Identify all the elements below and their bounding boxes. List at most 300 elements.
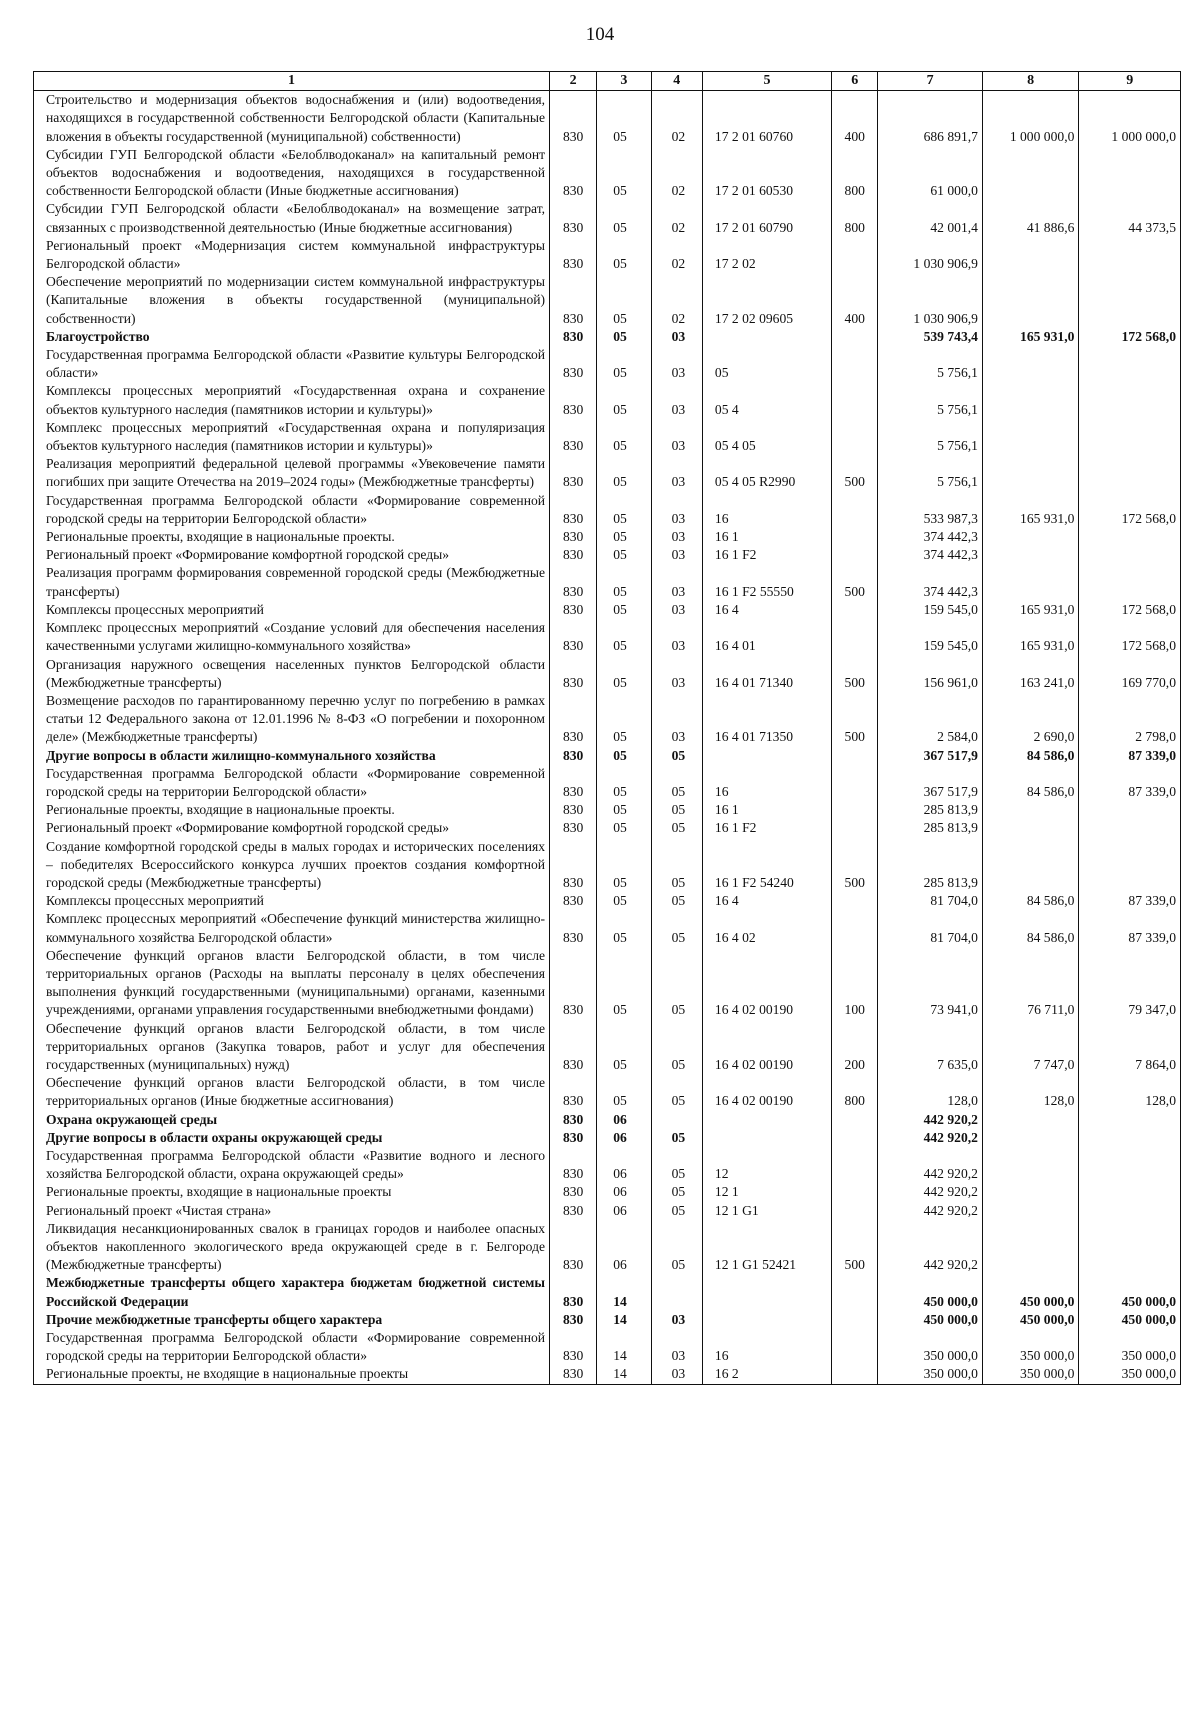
row-target-article-cell: 16 bbox=[702, 765, 831, 801]
row-section-cell: 14 bbox=[597, 1311, 651, 1329]
row-code-cell: 830 bbox=[550, 801, 597, 819]
row-subsection-cell: 03 bbox=[651, 419, 702, 455]
row-subsection-cell: 03 bbox=[651, 1311, 702, 1329]
row-subsection-cell: 03 bbox=[651, 692, 702, 747]
table-row bbox=[34, 1074, 1181, 1110]
row-amount-col9-cell bbox=[1079, 382, 1181, 418]
row-target-article-cell: 05 4 05 R2990 bbox=[702, 455, 831, 491]
row-subsection-cell bbox=[651, 1274, 702, 1310]
row-code-cell: 830 bbox=[550, 656, 597, 692]
row-amount-col8-cell bbox=[982, 1111, 1078, 1129]
row-amount-col9-cell bbox=[1079, 819, 1181, 837]
row-expense-type-cell bbox=[832, 601, 878, 619]
row-amount-col8-cell bbox=[982, 146, 1078, 201]
row-code-cell: 830 bbox=[550, 692, 597, 747]
row-subsection-cell: 03 bbox=[651, 1365, 702, 1384]
row-amount-col8-cell bbox=[982, 419, 1078, 455]
header-row bbox=[34, 72, 1181, 91]
row-name-cell: Реализация мероприятий федеральной целевой программы «Увековечение памяти погибших при защите Отечества на 2019–2024 годы» (Межбюджетные трансферты) bbox=[34, 455, 550, 491]
row-subsection-cell: 05 bbox=[651, 838, 702, 893]
row-name-cell: Другие вопросы в области жилищно-коммунального хозяйства bbox=[34, 747, 550, 765]
row-target-article-cell: 17 2 01 60790 bbox=[702, 200, 831, 236]
row-amount-col7-cell: 73 941,0 bbox=[878, 947, 983, 1020]
row-name-cell: Комплексы процессных мероприятий bbox=[34, 601, 550, 619]
row-subsection-cell: 03 bbox=[651, 656, 702, 692]
row-name-cell: Ликвидация несанкционированных свалок в границах городов и наиболее опасных объектов накопленного экологического вреда окружающей среде в г. Белгороде (Межбюджетные трансферты) bbox=[34, 1220, 550, 1275]
row-target-article-cell: 17 2 01 60530 bbox=[702, 146, 831, 201]
row-subsection-cell: 05 bbox=[651, 819, 702, 837]
row-name-cell: Региональные проекты, входящие в национальные проекты bbox=[34, 1183, 550, 1201]
row-name-cell: Государственная программа Белгородской области «Формирование современной городской среды на территории Белгородской области» bbox=[34, 1329, 550, 1365]
row-target-article-cell bbox=[702, 328, 831, 346]
row-amount-col7-cell: 285 813,9 bbox=[878, 819, 983, 837]
row-amount-col7-cell: 5 756,1 bbox=[878, 419, 983, 455]
row-amount-col8-cell: 128,0 bbox=[982, 1074, 1078, 1110]
row-expense-type-cell bbox=[832, 819, 878, 837]
table-row bbox=[34, 528, 1181, 546]
row-expense-type-cell bbox=[832, 910, 878, 946]
row-amount-col8-cell: 165 931,0 bbox=[982, 619, 1078, 655]
row-expense-type-cell bbox=[832, 546, 878, 564]
row-code-cell: 830 bbox=[550, 455, 597, 491]
row-amount-col7-cell: 450 000,0 bbox=[878, 1311, 983, 1329]
row-target-article-cell bbox=[702, 747, 831, 765]
row-section-cell: 05 bbox=[597, 419, 651, 455]
table-row bbox=[34, 564, 1181, 600]
row-amount-col9-cell bbox=[1079, 1129, 1181, 1147]
row-amount-col9-cell: 350 000,0 bbox=[1079, 1365, 1181, 1384]
row-section-cell: 05 bbox=[597, 892, 651, 910]
row-section-cell: 06 bbox=[597, 1183, 651, 1201]
row-amount-col8-cell: 165 931,0 bbox=[982, 601, 1078, 619]
row-amount-col7-cell: 159 545,0 bbox=[878, 601, 983, 619]
row-subsection-cell: 02 bbox=[651, 237, 702, 273]
row-subsection-cell: 03 bbox=[651, 546, 702, 564]
row-amount-col9-cell bbox=[1079, 146, 1181, 201]
row-expense-type-cell bbox=[832, 892, 878, 910]
row-section-cell: 05 bbox=[597, 328, 651, 346]
row-name-cell: Региональный проект «Модернизация систем коммунальной инфраструктуры Белгородской области» bbox=[34, 237, 550, 273]
row-target-article-cell: 16 4 bbox=[702, 892, 831, 910]
table-row bbox=[34, 1202, 1181, 1220]
table-row bbox=[34, 382, 1181, 418]
row-expense-type-cell bbox=[832, 1183, 878, 1201]
row-section-cell: 05 bbox=[597, 382, 651, 418]
row-expense-type-cell bbox=[832, 1311, 878, 1329]
row-section-cell: 06 bbox=[597, 1129, 651, 1147]
budget-table bbox=[33, 71, 1181, 1385]
table-row bbox=[34, 1020, 1181, 1075]
row-expense-type-cell: 500 bbox=[832, 838, 878, 893]
row-section-cell: 14 bbox=[597, 1329, 651, 1365]
table-row bbox=[34, 838, 1181, 893]
row-subsection-cell: 05 bbox=[651, 1074, 702, 1110]
row-target-article-cell: 16 1 bbox=[702, 528, 831, 546]
row-section-cell: 05 bbox=[597, 601, 651, 619]
row-amount-col8-cell bbox=[982, 838, 1078, 893]
row-name-cell: Создание комфортной городской среды в малых городах и исторических поселениях – победителях Всероссийского конкурса лучших проектов создания комфортной городской среды (Межбюджетные трансферты) bbox=[34, 838, 550, 893]
row-amount-col7-cell: 442 920,2 bbox=[878, 1129, 983, 1147]
row-amount-col7-cell: 1 030 906,9 bbox=[878, 273, 983, 328]
row-name-cell: Охрана окружающей среды bbox=[34, 1111, 550, 1129]
row-section-cell: 06 bbox=[597, 1147, 651, 1183]
row-name-cell: Обеспечение функций органов власти Белгородской области, в том числе территориальных органов (Иные бюджетные ассигнования) bbox=[34, 1074, 550, 1110]
row-name-cell: Комплекс процессных мероприятий «Государственная охрана и популяризация объектов культурного наследия (памятников истории и культуры)» bbox=[34, 419, 550, 455]
row-amount-col9-cell: 450 000,0 bbox=[1079, 1274, 1181, 1310]
row-expense-type-cell: 500 bbox=[832, 455, 878, 491]
row-amount-col8-cell bbox=[982, 455, 1078, 491]
row-expense-type-cell: 800 bbox=[832, 146, 878, 201]
row-code-cell: 830 bbox=[550, 947, 597, 1020]
row-target-article-cell: 16 4 02 00190 bbox=[702, 947, 831, 1020]
table-header bbox=[34, 72, 1181, 91]
row-code-cell: 830 bbox=[550, 1365, 597, 1384]
row-code-cell: 830 bbox=[550, 146, 597, 201]
row-expense-type-cell: 100 bbox=[832, 947, 878, 1020]
row-expense-type-cell: 800 bbox=[832, 1074, 878, 1110]
row-amount-col8-cell: 1 000 000,0 bbox=[982, 91, 1078, 146]
row-amount-col9-cell: 350 000,0 bbox=[1079, 1329, 1181, 1365]
row-amount-col9-cell bbox=[1079, 528, 1181, 546]
row-name-cell: Комплекс процессных мероприятий «Создание условий для обеспечения населения качественными услугами жилищно-коммунального хозяйства» bbox=[34, 619, 550, 655]
row-amount-col8-cell bbox=[982, 1129, 1078, 1147]
row-expense-type-cell bbox=[832, 1111, 878, 1129]
row-expense-type-cell bbox=[832, 492, 878, 528]
row-code-cell: 830 bbox=[550, 1147, 597, 1183]
row-name-cell: Субсидии ГУП Белгородской области «Белоблводоканал» на капитальный ремонт объектов водоснабжения и водоотведения, находящихся в государственной собственности Белгородской области (Иные бюджетные ассигнования) bbox=[34, 146, 550, 201]
row-subsection-cell: 03 bbox=[651, 619, 702, 655]
row-amount-col9-cell: 169 770,0 bbox=[1079, 656, 1181, 692]
row-amount-col8-cell bbox=[982, 1202, 1078, 1220]
row-code-cell: 830 bbox=[550, 765, 597, 801]
row-expense-type-cell bbox=[832, 528, 878, 546]
row-expense-type-cell bbox=[832, 1329, 878, 1365]
table-row bbox=[34, 801, 1181, 819]
row-amount-col8-cell: 450 000,0 bbox=[982, 1311, 1078, 1329]
row-amount-col7-cell: 159 545,0 bbox=[878, 619, 983, 655]
row-expense-type-cell: 800 bbox=[832, 200, 878, 236]
row-expense-type-cell bbox=[832, 1365, 878, 1384]
table-row bbox=[34, 273, 1181, 328]
row-code-cell: 830 bbox=[550, 619, 597, 655]
row-expense-type-cell: 500 bbox=[832, 656, 878, 692]
row-target-article-cell: 12 1 G1 52421 bbox=[702, 1220, 831, 1275]
row-target-article-cell: 17 2 02 bbox=[702, 237, 831, 273]
row-section-cell: 05 bbox=[597, 910, 651, 946]
row-name-cell: Субсидии ГУП Белгородской области «Белоблводоканал» на возмещение затрат, связанных с производственной деятельностью (Иные бюджетные ассигнования) bbox=[34, 200, 550, 236]
row-code-cell: 830 bbox=[550, 838, 597, 893]
table-row bbox=[34, 1329, 1181, 1365]
row-amount-col7-cell: 367 517,9 bbox=[878, 765, 983, 801]
row-section-cell: 05 bbox=[597, 455, 651, 491]
column-header-5: 5 bbox=[702, 72, 831, 91]
row-amount-col8-cell: 84 586,0 bbox=[982, 747, 1078, 765]
row-amount-col7-cell: 442 920,2 bbox=[878, 1202, 983, 1220]
row-amount-col7-cell: 1 030 906,9 bbox=[878, 237, 983, 273]
row-amount-col8-cell: 450 000,0 bbox=[982, 1274, 1078, 1310]
row-amount-col7-cell: 5 756,1 bbox=[878, 382, 983, 418]
row-expense-type-cell: 200 bbox=[832, 1020, 878, 1075]
row-code-cell: 830 bbox=[550, 273, 597, 328]
row-target-article-cell: 16 1 F2 55550 bbox=[702, 564, 831, 600]
row-section-cell: 06 bbox=[597, 1202, 651, 1220]
row-amount-col8-cell bbox=[982, 528, 1078, 546]
row-amount-col9-cell: 450 000,0 bbox=[1079, 1311, 1181, 1329]
row-code-cell: 830 bbox=[550, 237, 597, 273]
row-code-cell: 830 bbox=[550, 1311, 597, 1329]
row-code-cell: 830 bbox=[550, 601, 597, 619]
row-name-cell: Благоустройство bbox=[34, 328, 550, 346]
row-expense-type-cell bbox=[832, 1147, 878, 1183]
row-subsection-cell: 03 bbox=[651, 328, 702, 346]
row-amount-col8-cell: 165 931,0 bbox=[982, 328, 1078, 346]
row-section-cell: 05 bbox=[597, 619, 651, 655]
row-target-article-cell: 16 4 01 71340 bbox=[702, 656, 831, 692]
row-expense-type-cell bbox=[832, 237, 878, 273]
row-name-cell: Обеспечение функций органов власти Белгородской области, в том числе территориальных органов (Расходы на выплаты персоналу в целях обеспечения выполнения функций государственными (муниципальными) органами, казенными учреждениями, органами управления государственными внебюджетными фондами) bbox=[34, 947, 550, 1020]
row-code-cell: 830 bbox=[550, 1329, 597, 1365]
row-section-cell: 05 bbox=[597, 564, 651, 600]
row-amount-col9-cell bbox=[1079, 1220, 1181, 1275]
row-code-cell: 830 bbox=[550, 382, 597, 418]
row-target-article-cell bbox=[702, 1311, 831, 1329]
row-amount-col7-cell: 533 987,3 bbox=[878, 492, 983, 528]
row-name-cell: Региональный проект «Формирование комфортной городской среды» bbox=[34, 546, 550, 564]
row-amount-col7-cell: 5 756,1 bbox=[878, 346, 983, 382]
row-expense-type-cell: 400 bbox=[832, 273, 878, 328]
row-subsection-cell: 05 bbox=[651, 1220, 702, 1275]
row-amount-col8-cell bbox=[982, 1183, 1078, 1201]
row-target-article-cell: 16 1 F2 54240 bbox=[702, 838, 831, 893]
table-row bbox=[34, 419, 1181, 455]
row-name-cell: Прочие межбюджетные трансферты общего характера bbox=[34, 1311, 550, 1329]
row-amount-col9-cell: 172 568,0 bbox=[1079, 619, 1181, 655]
row-section-cell: 05 bbox=[597, 692, 651, 747]
table-row bbox=[34, 1111, 1181, 1129]
column-header-9: 9 bbox=[1079, 72, 1181, 91]
row-target-article-cell: 16 1 F2 bbox=[702, 546, 831, 564]
row-code-cell: 830 bbox=[550, 91, 597, 146]
row-amount-col8-cell: 350 000,0 bbox=[982, 1365, 1078, 1384]
row-code-cell: 830 bbox=[550, 1020, 597, 1075]
row-subsection-cell: 05 bbox=[651, 747, 702, 765]
row-target-article-cell: 16 4 02 00190 bbox=[702, 1020, 831, 1075]
row-amount-col8-cell: 76 711,0 bbox=[982, 947, 1078, 1020]
row-amount-col8-cell bbox=[982, 346, 1078, 382]
row-name-cell: Региональный проект «Чистая страна» bbox=[34, 1202, 550, 1220]
table-row bbox=[34, 947, 1181, 1020]
row-target-article-cell: 17 2 01 60760 bbox=[702, 91, 831, 146]
row-subsection-cell: 05 bbox=[651, 765, 702, 801]
row-amount-col8-cell: 84 586,0 bbox=[982, 765, 1078, 801]
row-section-cell: 06 bbox=[597, 1111, 651, 1129]
row-amount-col9-cell bbox=[1079, 273, 1181, 328]
row-name-cell: Возмещение расходов по гарантированному перечню услуг по погребению в рамках статьи 12 Федерального закона от 12.01.1996 № 8-ФЗ «О погребении и похоронном деле» (Межбюджетные трансферты) bbox=[34, 692, 550, 747]
row-code-cell: 830 bbox=[550, 1202, 597, 1220]
row-amount-col8-cell: 350 000,0 bbox=[982, 1329, 1078, 1365]
table-row bbox=[34, 91, 1181, 146]
table-row bbox=[34, 747, 1181, 765]
row-name-cell: Государственная программа Белгородской области «Формирование современной городской среды на территории Белгородской области» bbox=[34, 765, 550, 801]
row-subsection-cell: 05 bbox=[651, 947, 702, 1020]
row-code-cell: 830 bbox=[550, 419, 597, 455]
row-subsection-cell: 02 bbox=[651, 273, 702, 328]
row-section-cell: 05 bbox=[597, 346, 651, 382]
row-code-cell: 830 bbox=[550, 1220, 597, 1275]
row-amount-col8-cell bbox=[982, 546, 1078, 564]
table-row bbox=[34, 546, 1181, 564]
row-target-article-cell bbox=[702, 1274, 831, 1310]
column-header-4: 4 bbox=[651, 72, 702, 91]
row-code-cell: 830 bbox=[550, 747, 597, 765]
row-name-cell: Государственная программа Белгородской области «Формирование современной городской среды на территории Белгородской области» bbox=[34, 492, 550, 528]
row-subsection-cell: 05 bbox=[651, 910, 702, 946]
row-amount-col9-cell: 1 000 000,0 bbox=[1079, 91, 1181, 146]
row-expense-type-cell bbox=[832, 747, 878, 765]
row-expense-type-cell bbox=[832, 1129, 878, 1147]
row-subsection-cell: 05 bbox=[651, 1202, 702, 1220]
row-amount-col7-cell: 367 517,9 bbox=[878, 747, 983, 765]
row-name-cell: Межбюджетные трансферты общего характера бюджетам бюджетной системы Российской Федерации bbox=[34, 1274, 550, 1310]
row-amount-col9-cell bbox=[1079, 1111, 1181, 1129]
row-target-article-cell: 17 2 02 09605 bbox=[702, 273, 831, 328]
row-amount-col7-cell: 350 000,0 bbox=[878, 1329, 983, 1365]
table-row bbox=[34, 1147, 1181, 1183]
row-section-cell: 05 bbox=[597, 273, 651, 328]
row-target-article-cell: 16 1 F2 bbox=[702, 819, 831, 837]
table-row bbox=[34, 601, 1181, 619]
row-expense-type-cell bbox=[832, 801, 878, 819]
row-amount-col9-cell bbox=[1079, 455, 1181, 491]
row-amount-col9-cell bbox=[1079, 564, 1181, 600]
row-subsection-cell: 02 bbox=[651, 91, 702, 146]
row-expense-type-cell: 500 bbox=[832, 692, 878, 747]
row-amount-col7-cell: 81 704,0 bbox=[878, 892, 983, 910]
row-subsection-cell: 05 bbox=[651, 1020, 702, 1075]
row-name-cell: Региональные проекты, не входящие в национальные проекты bbox=[34, 1365, 550, 1384]
row-code-cell: 830 bbox=[550, 819, 597, 837]
row-amount-col9-cell: 2 798,0 bbox=[1079, 692, 1181, 747]
row-section-cell: 05 bbox=[597, 146, 651, 201]
row-amount-col9-cell bbox=[1079, 1202, 1181, 1220]
row-amount-col7-cell: 5 756,1 bbox=[878, 455, 983, 491]
row-name-cell: Другие вопросы в области охраны окружающей среды bbox=[34, 1129, 550, 1147]
row-code-cell: 830 bbox=[550, 1274, 597, 1310]
row-amount-col9-cell: 128,0 bbox=[1079, 1074, 1181, 1110]
row-amount-col9-cell bbox=[1079, 546, 1181, 564]
row-amount-col9-cell bbox=[1079, 801, 1181, 819]
row-code-cell: 830 bbox=[550, 492, 597, 528]
column-header-1: 1 bbox=[34, 72, 550, 91]
row-amount-col8-cell: 165 931,0 bbox=[982, 492, 1078, 528]
table-row bbox=[34, 892, 1181, 910]
row-code-cell: 830 bbox=[550, 910, 597, 946]
row-amount-col8-cell bbox=[982, 382, 1078, 418]
row-expense-type-cell bbox=[832, 765, 878, 801]
row-expense-type-cell bbox=[832, 328, 878, 346]
row-amount-col7-cell: 7 635,0 bbox=[878, 1020, 983, 1075]
row-amount-col9-cell: 87 339,0 bbox=[1079, 892, 1181, 910]
row-name-cell: Строительство и модернизация объектов водоснабжения и (или) водоотведения, находящихся в государственной собственности Белгородской области (Капитальные вложения в объекты государственной (муниципальной) собственности) bbox=[34, 91, 550, 146]
row-code-cell: 830 bbox=[550, 528, 597, 546]
row-amount-col7-cell: 128,0 bbox=[878, 1074, 983, 1110]
row-target-article-cell: 12 1 G1 bbox=[702, 1202, 831, 1220]
row-name-cell: Региональный проект «Формирование комфортной городской среды» bbox=[34, 819, 550, 837]
row-amount-col9-cell bbox=[1079, 346, 1181, 382]
row-amount-col9-cell bbox=[1079, 419, 1181, 455]
row-section-cell: 05 bbox=[597, 237, 651, 273]
row-amount-col9-cell bbox=[1079, 237, 1181, 273]
row-code-cell: 830 bbox=[550, 1074, 597, 1110]
table-row bbox=[34, 328, 1181, 346]
row-amount-col8-cell bbox=[982, 1220, 1078, 1275]
row-amount-col8-cell: 163 241,0 bbox=[982, 656, 1078, 692]
row-amount-col8-cell: 7 747,0 bbox=[982, 1020, 1078, 1075]
row-amount-col7-cell: 285 813,9 bbox=[878, 838, 983, 893]
row-amount-col9-cell bbox=[1079, 838, 1181, 893]
row-code-cell: 830 bbox=[550, 200, 597, 236]
row-amount-col9-cell bbox=[1079, 1147, 1181, 1183]
row-amount-col8-cell bbox=[982, 237, 1078, 273]
row-subsection-cell: 03 bbox=[651, 492, 702, 528]
row-subsection-cell: 05 bbox=[651, 1183, 702, 1201]
row-amount-col9-cell: 87 339,0 bbox=[1079, 765, 1181, 801]
row-code-cell: 830 bbox=[550, 1111, 597, 1129]
column-header-6: 6 bbox=[832, 72, 878, 91]
table-row bbox=[34, 619, 1181, 655]
row-subsection-cell: 05 bbox=[651, 1147, 702, 1183]
row-target-article-cell bbox=[702, 1129, 831, 1147]
row-subsection-cell: 02 bbox=[651, 200, 702, 236]
column-header-2: 2 bbox=[550, 72, 597, 91]
row-amount-col7-cell: 285 813,9 bbox=[878, 801, 983, 819]
row-amount-col8-cell: 2 690,0 bbox=[982, 692, 1078, 747]
row-amount-col8-cell bbox=[982, 801, 1078, 819]
row-expense-type-cell bbox=[832, 619, 878, 655]
row-target-article-cell: 16 2 bbox=[702, 1365, 831, 1384]
row-name-cell: Комплекс процессных мероприятий «Обеспечение функций министерства жилищно-коммунального хозяйства Белгородской области» bbox=[34, 910, 550, 946]
row-subsection-cell: 03 bbox=[651, 346, 702, 382]
row-amount-col8-cell: 84 586,0 bbox=[982, 892, 1078, 910]
row-code-cell: 830 bbox=[550, 892, 597, 910]
row-section-cell: 05 bbox=[597, 1074, 651, 1110]
row-subsection-cell: 02 bbox=[651, 146, 702, 201]
row-name-cell: Комплексы процессных мероприятий bbox=[34, 892, 550, 910]
table-row bbox=[34, 1129, 1181, 1147]
row-amount-col9-cell: 172 568,0 bbox=[1079, 601, 1181, 619]
table-row bbox=[34, 910, 1181, 946]
row-amount-col9-cell: 172 568,0 bbox=[1079, 492, 1181, 528]
table-row bbox=[34, 1220, 1181, 1275]
row-subsection-cell: 05 bbox=[651, 1129, 702, 1147]
row-section-cell: 05 bbox=[597, 747, 651, 765]
row-target-article-cell: 05 bbox=[702, 346, 831, 382]
row-section-cell: 05 bbox=[597, 528, 651, 546]
row-amount-col7-cell: 686 891,7 bbox=[878, 91, 983, 146]
table-row bbox=[34, 1183, 1181, 1201]
row-target-article-cell: 12 1 bbox=[702, 1183, 831, 1201]
row-name-cell: Региональные проекты, входящие в национальные проекты. bbox=[34, 801, 550, 819]
row-target-article-cell: 16 bbox=[702, 1329, 831, 1365]
table-row bbox=[34, 1274, 1181, 1310]
row-subsection-cell: 03 bbox=[651, 455, 702, 491]
row-name-cell: Государственная программа Белгородской области «Развитие водного и лесного хозяйства Белгородской области, охрана окружающей среды» bbox=[34, 1147, 550, 1183]
row-code-cell: 830 bbox=[550, 546, 597, 564]
row-amount-col7-cell: 442 920,2 bbox=[878, 1220, 983, 1275]
table-row bbox=[34, 455, 1181, 491]
table-row bbox=[34, 692, 1181, 747]
row-section-cell: 05 bbox=[597, 200, 651, 236]
